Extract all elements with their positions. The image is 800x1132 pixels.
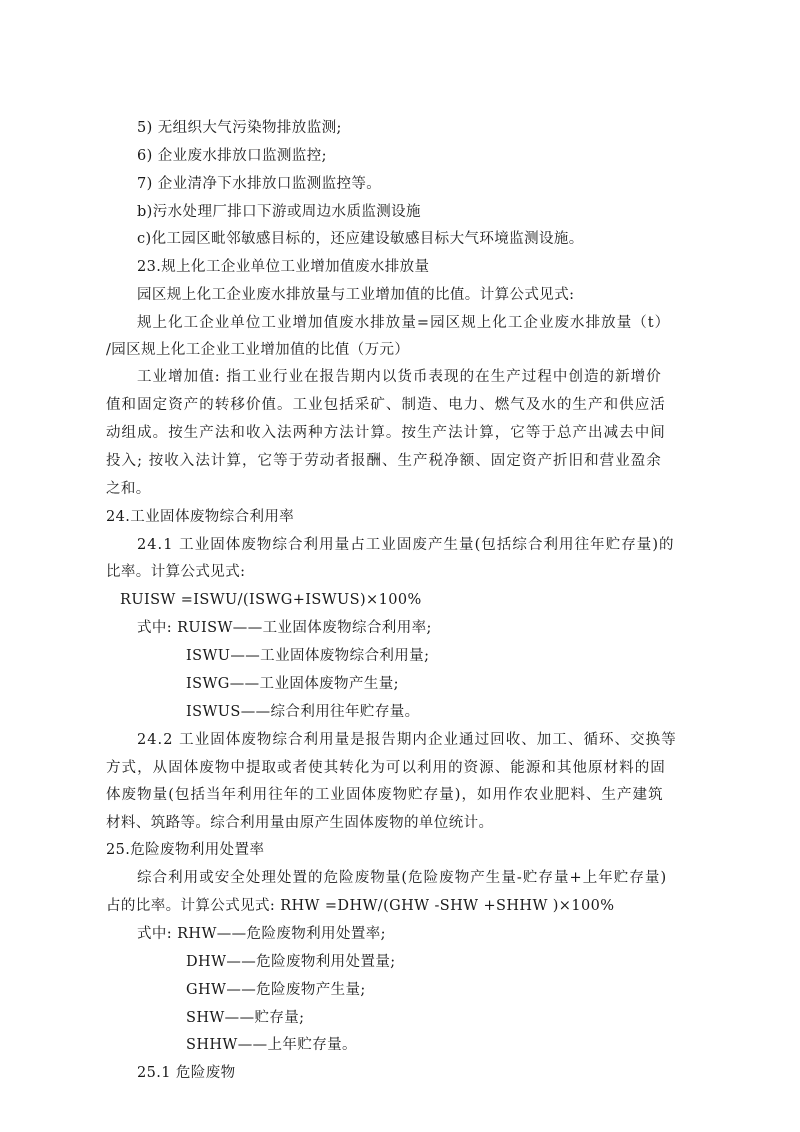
formula-line: 占的比率。计算公式见式: RHW =DHW/(GHW -SHW +SHHW )×100% bbox=[106, 898, 615, 914]
formula-definition: ISWU——工业固体废物综合利用量; bbox=[186, 648, 430, 664]
text-line: 体废物量(包括当年利用往年的工业固体废物贮存量)，如用作农业肥料、生产建筑 bbox=[106, 787, 664, 803]
section-heading: 25.危险废物利用处置率 bbox=[106, 842, 265, 858]
text-line: 动组成。按生产法和收入法两种方法计算。按生产法计算，它等于总产出减去中间 bbox=[106, 425, 666, 441]
text-line: c)化工园区毗邻敏感目标的，还应建设敏感目标大气环境监测设施。 bbox=[137, 231, 584, 247]
formula-line: RUISW =ISWU/(ISWG+ISWUS)×100% bbox=[120, 592, 422, 608]
formula-definition: 式中: RUISW——工业固体废物综合利用率; bbox=[137, 620, 432, 636]
text-line: b)污水处理厂排口下游或周边水质监测设施 bbox=[137, 204, 421, 220]
text-line: 投入; 按收入法计算，它等于劳动者报酬、生产税净额、固定资产折旧和营业盈余 bbox=[106, 453, 662, 469]
text-line: 综合利用或安全处理处置的危险废物量(危险废物产生量-贮存量+上年贮存量) bbox=[137, 870, 668, 886]
text-line: 园区规上化工企业废水排放量与工业增加值的比值。计算公式见式: bbox=[137, 287, 575, 303]
text-line: 24.1 工业固体废物综合利用量占工业固废产生量(包括综合利用往年贮存量)的 bbox=[137, 537, 675, 553]
text-line: 6) 企业废水排放口监测监控; bbox=[137, 148, 327, 164]
text-line: 值和固定资产的转移价值。工业包括采矿、制造、电力、燃气及水的生产和供应活 bbox=[106, 397, 666, 413]
formula-definition: DHW——危险废物利用处置量; bbox=[186, 954, 396, 970]
text-line: 比率。计算公式见式: bbox=[106, 564, 246, 580]
text-line: 方式，从固体废物中提取或者使其转化为可以利用的资源、能源和其他原材料的固 bbox=[106, 760, 666, 776]
formula-definition: 式中: RHW——危险废物利用处置率; bbox=[137, 926, 386, 942]
formula-definition: ISWUS——综合利用往年贮存量。 bbox=[186, 704, 420, 720]
text-line: 之和。 bbox=[106, 481, 151, 497]
formula-definition: ISWG——工业固体废物产生量; bbox=[186, 676, 399, 692]
text-line: 7) 企业清净下水排放口监测监控等。 bbox=[137, 176, 382, 192]
text-line: 工业增加值: 指工业行业在报告期内以货币表现的在生产过程中创造的新增价 bbox=[137, 369, 662, 385]
formula-definition: GHW——危险废物产生量; bbox=[186, 982, 366, 998]
section-heading: 24.工业固体废物综合利用率 bbox=[106, 509, 295, 525]
section-heading: 25.1 危险废物 bbox=[137, 1065, 236, 1081]
section-heading: 23.规上化工企业单位工业增加值废水排放量 bbox=[137, 259, 430, 275]
text-line: 24.2 工业固体废物综合利用量是报告期内企业通过回收、加工、循环、交换等 bbox=[137, 732, 677, 748]
text-line: 5) 无组织大气污染物排放监测; bbox=[137, 120, 342, 136]
formula-line: /园区规上化工企业工业增加值的比值（万元） bbox=[106, 342, 410, 358]
text-line: 材料、筑路等。综合利用量由原产生固体废物的单位统计。 bbox=[106, 815, 494, 831]
formula-line: 规上化工企业单位工业增加值废水排放量=园区规上化工企业废水排放量（t） bbox=[137, 315, 671, 331]
formula-definition: SHW——贮存量; bbox=[186, 1010, 305, 1026]
formula-definition: SHHW——上年贮存量。 bbox=[186, 1037, 357, 1053]
